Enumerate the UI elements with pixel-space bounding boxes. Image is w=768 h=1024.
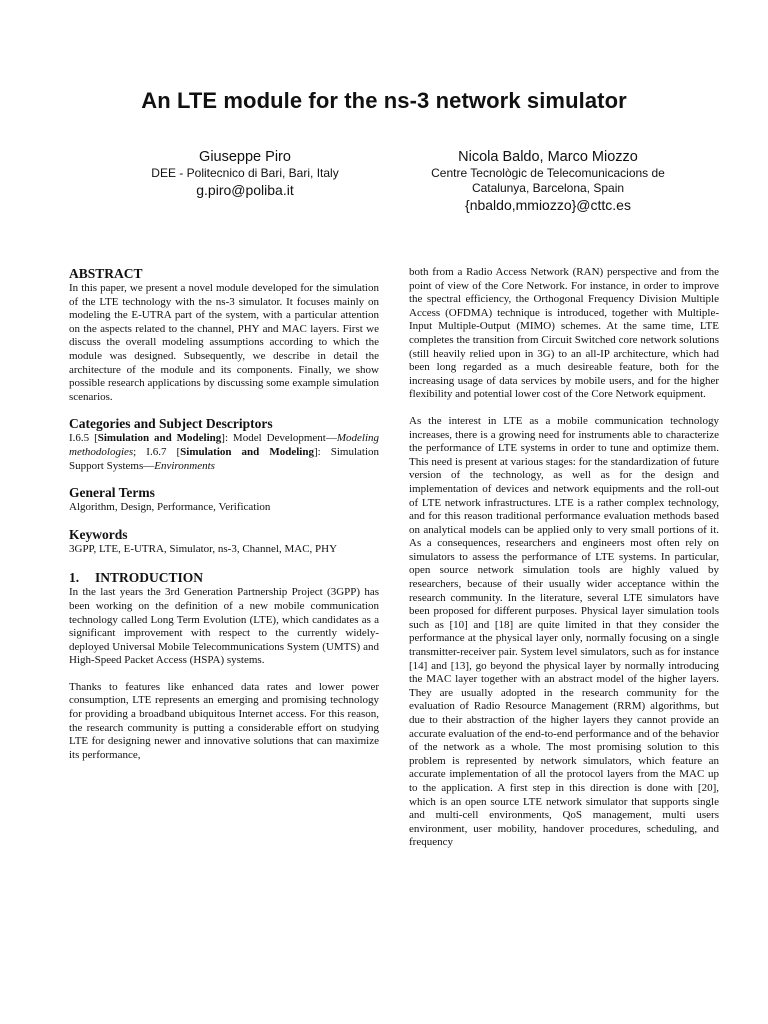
categories-heading: Categories and Subject Descriptors xyxy=(69,416,273,432)
abstract-text: In this paper, we present a novel module developed for the simulation of the LTE technology with the ns-3 simulator. It focuses mainly on modeling the E-UTRA part of the system, with a particular attention on the aspects related to the channel, PHY and MAC layers. First we discuss the overall modeling assumptions according to which the module was designed. Subsequently, we describe in detail the architecture of the module and its components. Finally, we show possible research applications by discussing some example simulation scenarios. xyxy=(69,282,379,403)
author-email: {nbaldo,mmiozzo}@cttc.es xyxy=(465,197,631,213)
author-block-1 xyxy=(120,148,370,199)
abstract-heading: ABSTRACT xyxy=(69,266,143,281)
author-name: Nicola Baldo, Marco Miozzo xyxy=(458,149,638,165)
categories-part: ; I.6.7 [ xyxy=(133,445,181,458)
categories-italic: Modeling methodologies xyxy=(69,432,380,458)
introduction-heading xyxy=(69,570,379,586)
author-name: Giuseppe Piro xyxy=(199,149,291,165)
paper-title: An LTE module for the ns-3 network simulator xyxy=(141,88,627,113)
author-affiliation: Centre Tecnològic de Telecomunicacions de xyxy=(431,166,665,180)
section-title: INTRODUCTION xyxy=(95,570,204,586)
author-affiliation: Catalunya, Barcelona, Spain xyxy=(471,181,625,195)
categories-part: ]: Simulation Support Systems— xyxy=(69,445,379,472)
intro-paragraph-2: Thanks to features like enhanced data rates and lower power consumption, LTE represents an emerging and promising technology for providing a broadband ubiquitous Internet access. For this reason, the research community is putting a considerable effort on studying LTE for designing newer and innovative solutions that can maximize its performance, xyxy=(69,680,379,761)
section-number: 1. xyxy=(69,570,80,586)
categories-italic: Environments xyxy=(154,459,215,472)
general-terms-text: Algorithm, Design, Performance, Verification xyxy=(69,501,271,514)
keywords-text: 3GPP, LTE, E-UTRA, Simulator, ns-3, Channel, MAC, PHY xyxy=(69,542,338,555)
right-column xyxy=(409,266,719,850)
keywords-heading: Keywords xyxy=(69,526,128,542)
right-paragraph-1: both from a Radio Access Network (RAN) perspective and from the point of view of the Core Network. For instance, in order to improve the spectral efficiency, the Orthogonal Frequency Division Multiple Access (OFDMA) technique is introduced, together with Multiple-Input Multiple-Output (MIMO) schemes. At the same time, LTE completes the transition from Circuit Switched core network solutions (still heavily relied upon in 3G) to an all-IP architecture, which had been long regarded as a much desireable feature, both for the increasing usage of data services by mobile users, and for the higher flexibility and potential lower cost of the Core Network equipment. xyxy=(409,266,719,401)
categories-bold: Simulation and Modeling xyxy=(180,445,314,458)
left-column xyxy=(69,266,379,762)
right-paragraph-2: As the interest in LTE as a mobile communication technology increases, there is a growing need for instruments able to characterize the performance of LTE systems in order to tune and optimize them. This need is present at various stages: for the standardization of future version of the technology, as well as for the design and implementation of devices and network equipments and the roll-out of LTE network infrastructures. LTE is a rather complex technology, and for this reason traditional performance evaluation methods based on analytical models can be applied only to very small portions of it. As a consequences, researchers and engineers most often rely on simulators to assess the performance of LTE systems. In particular, open source network simulation tools are highly valued by researchers, because of their usually wider acceptance within the research community. In the literature, several LTE simulators have been proposed for different purposes. Physical layer simulation tools such as [10] and [18] are quite limited in that they consider the performance at the physical layer only, normally focusing on a single transmitter-receiver pair. System level simulators, such as for instance [14] and [13], go beyond the physical layer by normally introducing the MAC layer together with an abstract model of the higher layers. They are usually adopted in the research community for the evaluation of Radio Resource Management (RRM) algorithms, but due to their abstraction of the higher layers they cannot provide an accurate evaluation of the end-to-end performance and of the behavior of the network as a whole. The most promising solution to this problem is represented by network simulators, which feature an accurate implementation of all the protocol layers from the MAC up to the application. A first step in this direction is done with [20], which is an open source LTE network simulator that supports single and multi-cell environments, QoS management, multi users environment, user mobility, handover procedures, scheduling, and frequency xyxy=(409,414,719,849)
general-terms-heading: General Terms xyxy=(69,485,155,501)
categories-text xyxy=(69,432,379,473)
author-email: g.piro@poliba.it xyxy=(196,182,294,198)
author-affiliation: DEE - Politecnico di Bari, Bari, Italy xyxy=(151,166,339,180)
intro-paragraph-1: In the last years the 3rd Generation Partnership Project (3GPP) has been working on the definition of a new mobile communication technology called Long Term Evolution (LTE), which candidates as a significant improvement with respect to the currently widely-deployed Universal Mobile Telecommunications System (UMTS) and High-Speed Packet Access (HSPA) systems. xyxy=(69,586,379,667)
categories-bold: Simulation and Modeling xyxy=(97,432,222,445)
author-block-2 xyxy=(400,148,696,214)
categories-part: I.6.5 [ xyxy=(69,432,98,445)
categories-part: ]: Model Development— xyxy=(221,432,337,445)
